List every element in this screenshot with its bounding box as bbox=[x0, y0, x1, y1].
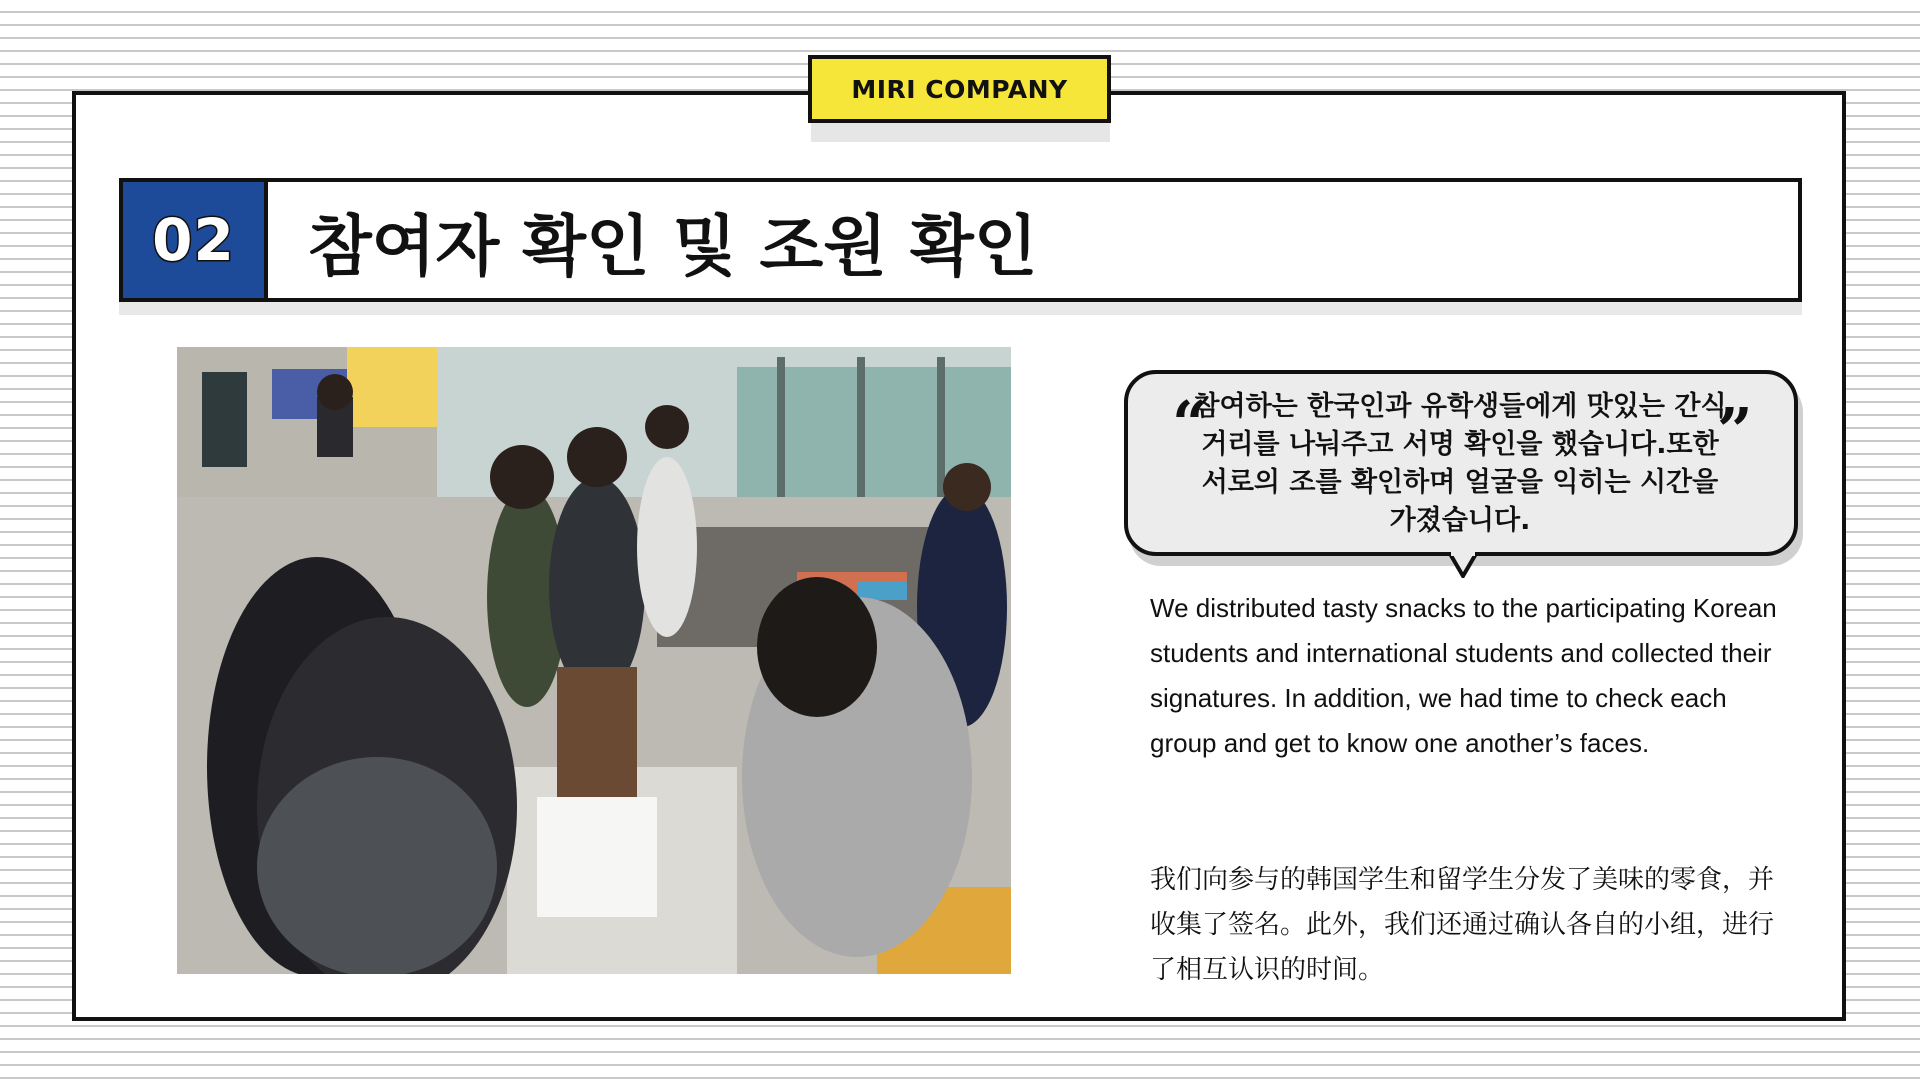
section-title-bar bbox=[119, 178, 1802, 302]
quote-text: 참여하는 한국인과 유학생들에게 맛있는 간식 거리를 나눠주고 서명 확인을 했습니다.또한 서로의 조를 확인하며 얼굴을 익히는 시간을 가졌습니다. bbox=[1193, 391, 1727, 536]
body-english: We distributed tasty snacks to the participating Korean students and international students and collected their signatures. In addition, we had time to check each group and get to know one another’s faces. bbox=[1150, 593, 1777, 758]
quote-open-mark: “ bbox=[1172, 387, 1208, 460]
brand-badge: MIRI COMPANY bbox=[808, 55, 1111, 123]
event-photo bbox=[177, 347, 1011, 974]
body-chinese: 我们向参与的韩国学生和留学生分发了美味的零食，并收集了签名。此外，我们还通过确认各自的小组，进行了相互认识的时间。 bbox=[1150, 865, 1775, 985]
quote-close-mark: ” bbox=[1717, 394, 1753, 467]
quote-bubble-tail bbox=[1449, 552, 1477, 578]
event-photo-illustration bbox=[177, 347, 1011, 974]
section-number: 02 bbox=[123, 182, 268, 298]
section-title: 참여자 확인 및 조원 확인 bbox=[308, 207, 1038, 285]
